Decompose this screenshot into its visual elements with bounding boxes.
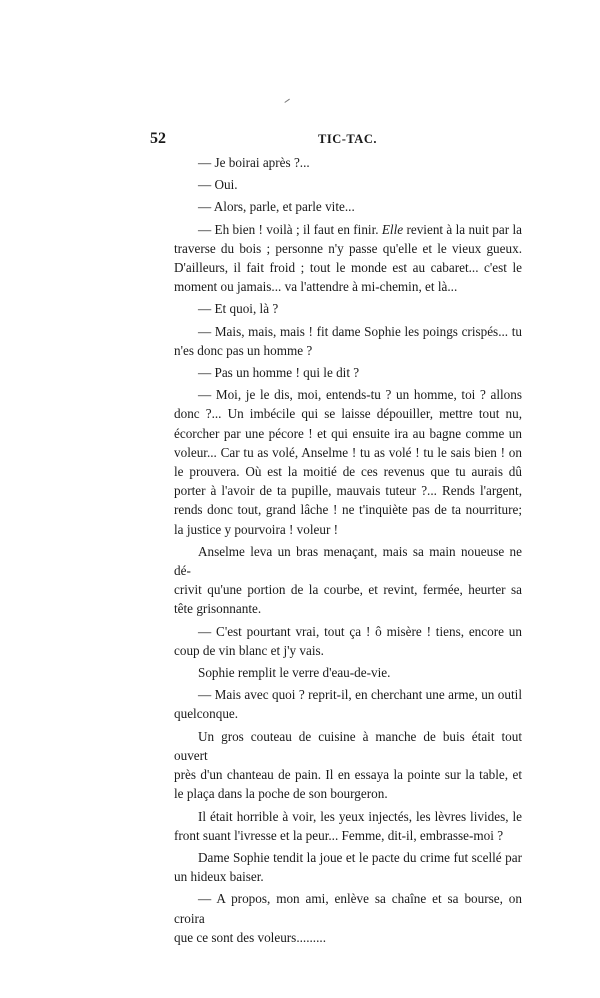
paragraph xyxy=(150,727,522,804)
text-line: crivit qu'une portion de la courbe, et revint, fermée, heurter sa xyxy=(174,582,522,598)
running-head xyxy=(148,130,523,150)
text-line: n'es donc pas un homme ? xyxy=(174,342,313,358)
paragraph xyxy=(150,363,522,382)
text-line: — Mais avec quoi ? reprit-il, en cherchant une arme, un outil xyxy=(198,687,522,703)
text-body xyxy=(150,153,522,947)
text-line: tête grisonnante. xyxy=(174,601,262,617)
paragraph xyxy=(150,385,522,539)
text-line: quelconque. xyxy=(174,706,239,722)
text-line: traverse du bois ; personne n'y passe qu'elle et le vieux gueux. xyxy=(174,240,522,256)
text-line: D'ailleurs, il fait froid ; tout le monde est au cabaret... c'est le xyxy=(174,260,522,276)
text-line: voleur... Car tu as volé, Anselme ! tu as volé ! tu le sais bien ! on xyxy=(174,444,522,460)
paragraph xyxy=(150,322,522,360)
text-line: porter à l'avoir de ta pupille, mauvais tuteur ?... Rends l'argent, xyxy=(174,483,522,499)
paragraph xyxy=(150,685,522,723)
text-line: le prouvera. Où est la moitié de ces revenus que tu aurais dû xyxy=(174,464,522,480)
ink-speck xyxy=(284,99,291,106)
text-line: — Oui. xyxy=(198,177,238,193)
text-line: la justice y pourvoira ! voleur ! xyxy=(174,521,339,537)
text-line: — Je boirai après ?... xyxy=(198,155,310,170)
text-line: Sophie remplit le verre d'eau-de-vie. xyxy=(198,665,391,681)
text-line: rends donc tout, grand lâche ! ne t'inquiète pas de ta nourriture; xyxy=(174,502,522,518)
page-number: 52 xyxy=(150,130,166,147)
paragraph xyxy=(150,220,522,297)
text-line: — Moi, je le dis, moi, entends-tu ? un homme, toi ? allons xyxy=(198,387,522,403)
text-line: Un gros couteau de cuisine à manche de buis était tout ouvert xyxy=(174,728,522,763)
text-line: le plaça dans la poche de son bourgeron. xyxy=(174,786,388,802)
paragraph xyxy=(150,299,522,318)
text-line: un hideux baiser. xyxy=(174,869,264,885)
text-line: donc ?... Un imbécile qui se laisse dépouiller, mettre tout nu, xyxy=(174,406,522,422)
text-line: que ce sont des voleurs......... xyxy=(174,929,326,945)
paragraph xyxy=(150,175,522,194)
paragraph xyxy=(150,663,522,682)
text-line: — Alors, parle, et parle vite... xyxy=(198,199,355,215)
paragraph xyxy=(150,622,522,660)
text-line: Dame Sophie tendit la joue et le pacte du crime fut scellé par xyxy=(198,849,522,865)
paragraph xyxy=(150,807,522,845)
text-line: moment ou jamais... va l'attendre à mi-chemin, et là... xyxy=(174,279,458,295)
text-line: — Pas un homme ! qui le dit ? xyxy=(198,365,360,381)
text-line: Il était horrible à voir, les yeux injectés, les lèvres livides, le xyxy=(198,808,522,824)
text-line: — Mais, mais, mais ! fit dame Sophie les poings crispés... tu xyxy=(198,323,522,339)
text-line: Anselme leva un bras menaçant, mais sa main noueuse ne dé- xyxy=(174,543,522,579)
text-line: — C'est pourtant vrai, tout ça ! ô misère ! tiens, encore un xyxy=(198,623,522,639)
text-line: — Et quoi, là ? xyxy=(198,301,279,317)
text-line: — Eh bien ! voilà ; il faut en finir. Elle revient à la nuit par la xyxy=(198,221,522,237)
text-line: front suant l'ivresse et la peur... Femme, dit-il, embrasse-moi ? xyxy=(174,827,504,843)
paragraph xyxy=(150,153,522,172)
text-line: — A propos, mon ami, enlève sa chaîne et sa bourse, on croira xyxy=(174,891,522,926)
paragraph xyxy=(150,889,522,947)
text-line: coup de vin blanc et j'y vais. xyxy=(174,642,324,658)
text-line: près d'un chanteau de pain. Il en essaya la pointe sur la table, et xyxy=(174,767,522,783)
running-title: TIC-TAC. xyxy=(318,132,377,146)
paragraph xyxy=(150,848,522,886)
text-line: écorcher par une pécore ! et qui ensuite ira au bagne comme un xyxy=(174,425,522,441)
paragraph xyxy=(150,197,522,216)
paragraph xyxy=(150,542,522,619)
